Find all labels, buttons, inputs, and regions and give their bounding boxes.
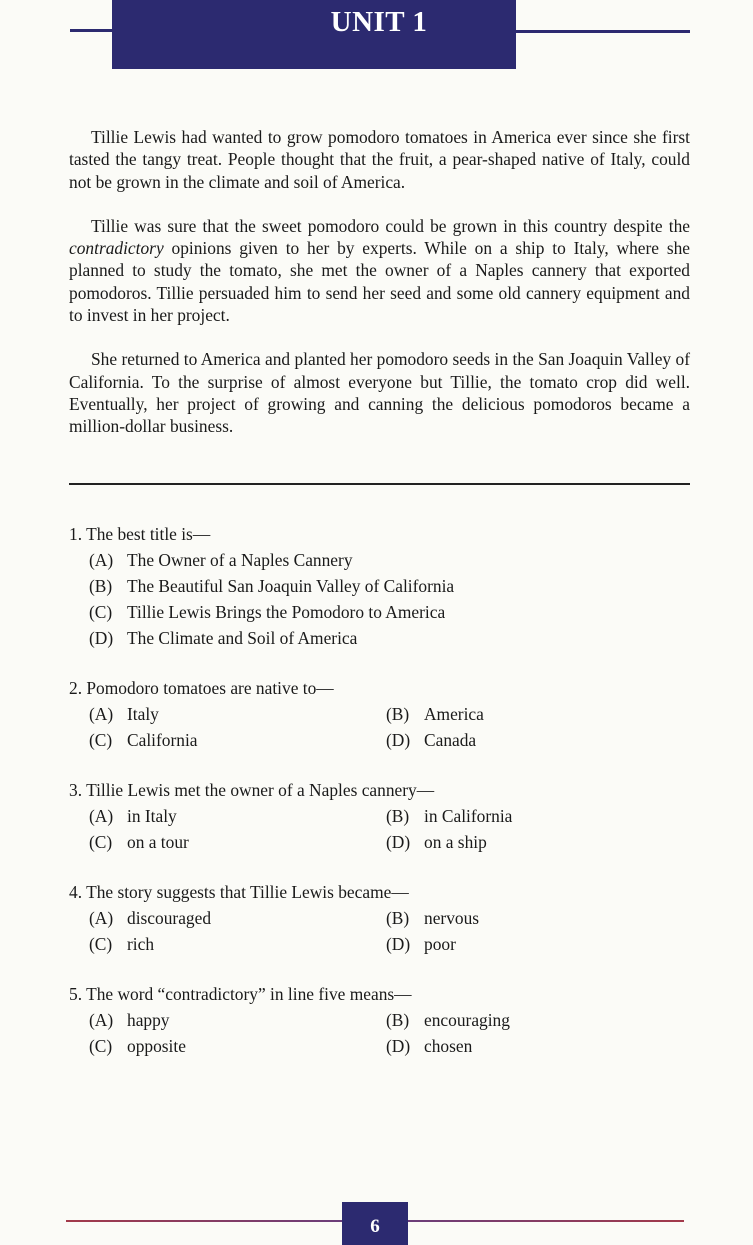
header-rule-left <box>70 0 112 32</box>
question-1 <box>69 521 569 651</box>
question-stem: 3. Tillie Lewis met the owner of a Naples cannery— <box>69 780 435 800</box>
question-5 <box>69 981 569 1059</box>
question-stem: 2. Pomodoro tomatoes are native to— <box>69 678 334 698</box>
choice-label: (A) <box>89 1010 114 1030</box>
choice-text: in California <box>424 806 513 826</box>
choice-label: (A) <box>89 908 114 928</box>
answer-choice[interactable] <box>386 1007 586 1033</box>
choice-text: Canada <box>424 730 477 750</box>
choice-label: (D) <box>89 628 114 648</box>
choice-label: (A) <box>89 550 114 570</box>
choice-label: (B) <box>386 806 410 826</box>
choice-label: (B) <box>89 576 113 596</box>
answer-choice[interactable] <box>89 701 386 727</box>
answer-choices <box>69 701 569 753</box>
answer-choice[interactable] <box>89 803 386 829</box>
passage-paragraph-2 <box>69 215 690 326</box>
answer-choice[interactable] <box>386 1033 586 1059</box>
choice-text: The Beautiful San Joaquin Valley of California <box>127 576 455 596</box>
choice-label: (C) <box>89 1036 113 1056</box>
answer-choice[interactable] <box>386 931 586 957</box>
choice-label: (D) <box>386 934 411 954</box>
choice-text: encouraging <box>424 1010 510 1030</box>
question-stem: 5. The word “contradictory” in line five means— <box>69 984 412 1004</box>
answer-choices <box>69 547 569 651</box>
choice-label: (D) <box>386 730 411 750</box>
answer-choice[interactable] <box>89 573 569 599</box>
answer-choice[interactable] <box>386 905 586 931</box>
vocabulary-word: contradictory <box>69 238 164 259</box>
choice-label: (B) <box>386 908 410 928</box>
passage-paragraph-1: Tillie Lewis had wanted to grow pomodoro tomatoes in America ever since she first tasted the tangy treat. People thought that the fruit, a pear-shaped native of Italy, could not be grown in the climate and soil of America. <box>69 127 690 192</box>
question-3 <box>69 777 569 855</box>
choice-label: (A) <box>89 806 114 826</box>
choice-text: The Climate and Soil of America <box>127 628 358 648</box>
choice-text: Tillie Lewis Brings the Pomodoro to America <box>127 602 446 622</box>
choice-text: in Italy <box>127 806 177 826</box>
answer-choice[interactable] <box>89 931 386 957</box>
choice-text: The Owner of a Naples Cannery <box>127 550 353 570</box>
choice-text: on a ship <box>424 832 487 852</box>
choice-text: opposite <box>127 1036 186 1056</box>
answer-choice[interactable] <box>386 727 586 753</box>
choice-text: on a tour <box>127 832 189 852</box>
choice-text: nervous <box>424 908 480 928</box>
footer-rule-left <box>66 1220 342 1222</box>
question-stem: 1. The best title is— <box>69 524 211 544</box>
choice-label: (C) <box>89 602 113 622</box>
choice-text: Italy <box>127 704 159 724</box>
choice-label: (D) <box>386 832 411 852</box>
choice-label: (C) <box>89 934 113 954</box>
answer-choice[interactable] <box>89 625 569 651</box>
answer-choice[interactable] <box>89 1007 386 1033</box>
choice-label: (B) <box>386 704 410 724</box>
choice-text: happy <box>127 1010 170 1030</box>
choice-label: (D) <box>386 1036 411 1056</box>
choice-text: America <box>424 704 484 724</box>
choice-text: discouraged <box>127 908 212 928</box>
choice-label: (C) <box>89 832 113 852</box>
answer-choices <box>69 905 569 957</box>
answer-choice[interactable] <box>386 829 586 855</box>
question-4 <box>69 879 569 957</box>
reading-passage <box>69 126 690 460</box>
answer-choice[interactable] <box>89 829 386 855</box>
answer-choices <box>69 803 569 855</box>
question-2 <box>69 675 569 753</box>
answer-choice[interactable] <box>386 701 586 727</box>
page-number: 6 <box>370 1216 380 1237</box>
answer-choice[interactable] <box>386 803 586 829</box>
answer-choice[interactable] <box>89 1033 386 1059</box>
unit-title: UNIT 1 <box>330 6 428 38</box>
choice-text: poor <box>424 934 456 954</box>
choice-text: rich <box>127 934 155 954</box>
question-list <box>69 521 569 1083</box>
passage-text: opinions given to her by experts. While on a ship to Italy, where she planned to study the tomato, she met the owner of a Naples cannery that exported pomodoros. Tillie persuaded him to send her seed and some old cannery equipment and to invest in her project. <box>69 238 690 326</box>
answer-choice[interactable] <box>89 905 386 931</box>
passage-paragraph-3: She returned to America and planted her pomodoro seeds in the San Joaquin Valley of California. To the surprise of almost everyone but Tillie, the tomato crop did well. Eventually, her project of growing and canning the delicious pomodoros became a million-dollar business. <box>69 349 690 437</box>
choice-text: chosen <box>424 1036 473 1056</box>
question-stem: 4. The story suggests that Tillie Lewis became— <box>69 882 409 902</box>
answer-choices <box>69 1007 569 1059</box>
section-divider <box>69 483 690 485</box>
answer-choice[interactable] <box>89 727 386 753</box>
footer-rule-right <box>408 1220 684 1222</box>
choice-label: (B) <box>386 1010 410 1030</box>
answer-choice[interactable] <box>89 599 569 625</box>
choice-text: California <box>127 730 198 750</box>
choice-label: (A) <box>89 704 114 724</box>
choice-label: (C) <box>89 730 113 750</box>
passage-text: Tillie was sure that the sweet pomodoro could be grown in this country despite the <box>91 215 690 236</box>
answer-choice[interactable] <box>89 547 569 573</box>
